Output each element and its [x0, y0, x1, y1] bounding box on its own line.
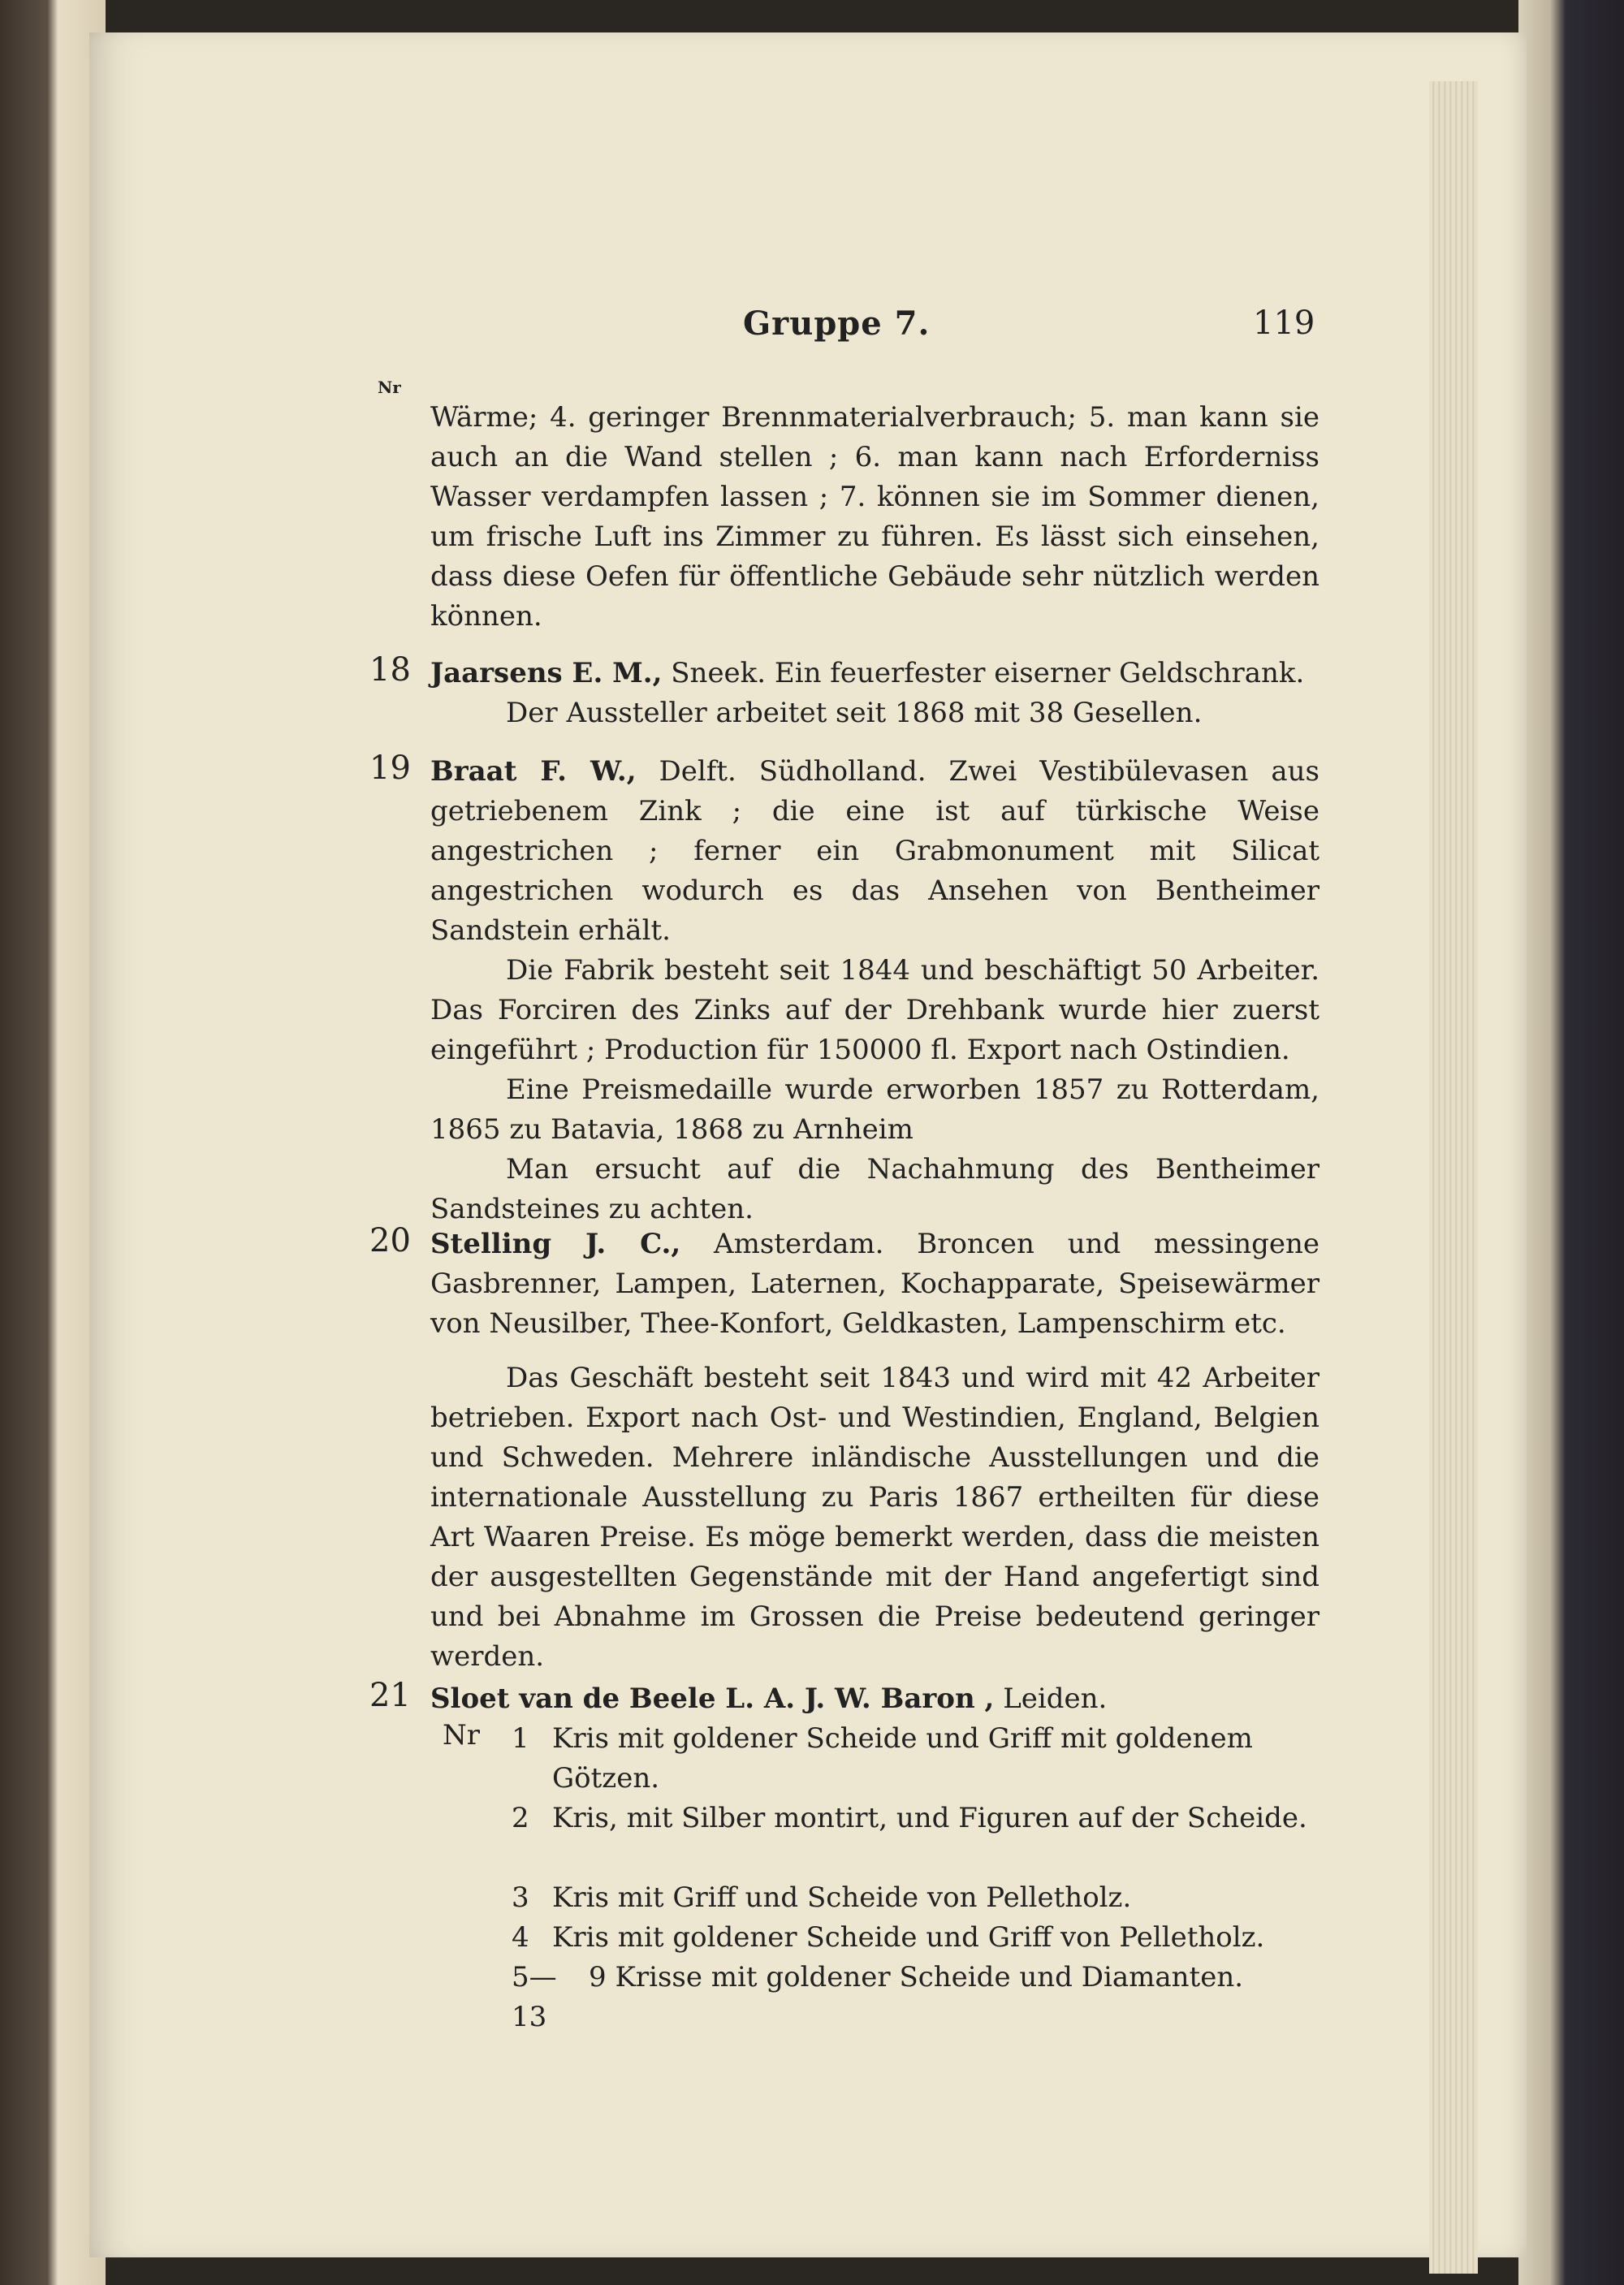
nr-column-marker: Nr	[378, 378, 401, 397]
page-header	[89, 305, 1527, 353]
exhibitor-name: Stelling J. C.,	[430, 1228, 681, 1260]
entry-19	[430, 752, 1320, 1229]
list-item	[512, 1878, 1324, 1918]
entry-number-21: 21	[369, 1677, 411, 1714]
item-number: 5—13	[512, 1961, 557, 2033]
intro-text: Wärme; 4. geringer Brennmaterialverbrauch; 5. man kann sie auch an die Wand stellen ; 6. man kann nach Erforderniss Wasser verdampfen lassen ; 7. können sie im Sommer dienen, um frische Luft ins Zimmer zu führen. Es lässt sich einsehen, dass diese Oefen für öffentliche Gebäude sehr nützlich werden können.	[430, 401, 1320, 633]
item-text: Kris mit Griff und Scheide von Pelletholz.	[552, 1881, 1132, 1914]
book-cover-right	[1518, 0, 1624, 2285]
item-number: 3	[512, 1881, 529, 1914]
entry-21	[430, 1679, 1320, 1719]
intro-paragraph	[430, 398, 1320, 637]
exhibitor-name: Braat F. W.,	[430, 755, 637, 788]
entry-description: Amsterdam. Broncen und messingene Gasbrenner, Lampen, Laternen, Kochapparate, Speisewärmer von Neusilber, Thee-Konfort, Geldkasten, Lampenschirm etc.	[430, 1228, 1320, 1340]
item-number: 1	[512, 1722, 529, 1755]
item-text: Kris mit goldener Scheide und Griff von Pelletholz.	[552, 1921, 1265, 1954]
sub-nr-label: Nr	[443, 1719, 481, 1752]
exhibitor-name: Sloet van de Beele L. A. J. W. Baron ,	[430, 1682, 995, 1715]
item-number: 2	[512, 1802, 529, 1834]
entry-paragraph: Man ersucht auf die Nachahmung des Bentheimer Sandsteines zu achten.	[430, 1153, 1320, 1225]
entry-paragraph: Eine Preismedaille wurde erworben 1857 zu Rotterdam, 1865 zu Batavia, 1868 zu Arnheim	[430, 1073, 1320, 1146]
entry-paragraph: Die Fabrik besteht seit 1844 und beschäftigt 50 Arbeiter. Das Forciren des Zinks auf der Drehbank wurde hier zuerst eingeführt ; Production für 150000 fl. Export nach Ostindien.	[430, 954, 1320, 1066]
item-text: Kris, mit Silber montirt, und Figuren auf der Scheide.	[552, 1802, 1307, 1834]
entry-paragraph: Das Geschäft besteht seit 1843 und wird mit 42 Arbeiter betrieben. Export nach Ost- und Westindien, England, Belgien und Schweden. Mehrere inländische Ausstellungen und die internationale Ausstellung zu Paris 1867 ertheilten für diese Art Waaren Preise. Es möge bemerkt werden, dass die meisten der ausgestellten Gegenstände mit der Hand angefertigt sind und bei Abnahme im Grossen die Preise bedeutend geringer werden.	[430, 1362, 1320, 1673]
entry-number-19: 19	[369, 749, 411, 787]
list-item	[512, 1918, 1324, 1958]
running-head: Gruppe 7.	[743, 305, 931, 343]
entry-18	[430, 654, 1320, 733]
item-text: 9 Krisse mit goldener Scheide und Diamanten.	[589, 1961, 1244, 1993]
entry-description: Leiden.	[1003, 1682, 1108, 1715]
entry-number-20: 20	[369, 1222, 411, 1259]
book-page	[89, 32, 1527, 2257]
exhibitor-name: Jaarsens E. M.,	[430, 657, 663, 689]
entry-description: Delft. Südholland. Zwei Vestibülevasen aus getriebenem Zink ; die eine ist auf türkische Weise angestrichen ; ferner ein Grabmonument mit Silicat angestrichen wodurch es das Ansehen von Bentheimer Sandstein erhält.	[430, 755, 1320, 947]
page-number: 119	[1253, 305, 1315, 342]
list-item	[512, 1799, 1324, 1838]
entry-description: Sneek. Ein feuerfester eiserner Geldschrank.	[671, 657, 1305, 689]
entry-note: Der Aussteller arbeitet seit 1868 mit 38 Gesellen.	[506, 697, 1203, 729]
list-item	[512, 1958, 1324, 2037]
entry-20	[430, 1225, 1320, 1677]
page-edges	[1429, 81, 1478, 2274]
item-text: Kris mit goldener Scheide und Griff mit goldenem Götzen.	[552, 1722, 1253, 1795]
item-number: 4	[512, 1921, 529, 1954]
list-item	[512, 1719, 1324, 1799]
entry-number-18: 18	[369, 651, 411, 689]
